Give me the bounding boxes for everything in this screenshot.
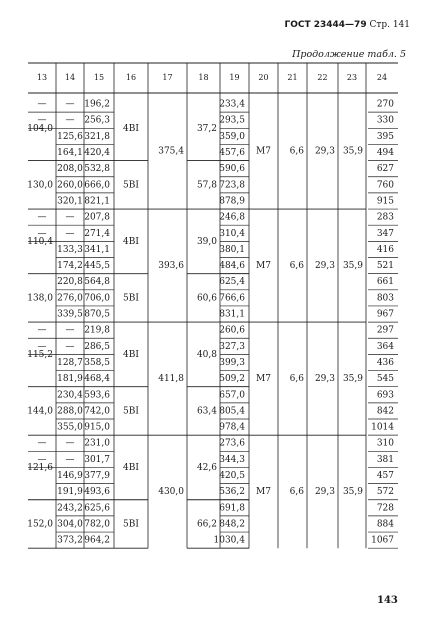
cell-col14: 339,5 — [57, 309, 83, 320]
cell-col19: 457,6 — [219, 148, 245, 159]
column-header: 22 — [317, 73, 328, 82]
cell-col19: 590,6 — [219, 164, 245, 175]
cell-col17: 393,6 — [158, 261, 184, 272]
cell-col24: 728 — [376, 503, 394, 514]
page-number: 143 — [377, 595, 398, 606]
cell-col24: 494 — [376, 148, 394, 159]
cell-col14: 304,0 — [57, 519, 83, 530]
cell-col24: 842 — [376, 406, 394, 417]
column-header: 17 — [162, 73, 173, 82]
cell-col13-dash: — — [37, 115, 47, 126]
cell-col18: 57,8 — [196, 180, 217, 191]
cell-col24: 1014 — [371, 422, 394, 433]
cell-col13-dash: — — [37, 212, 47, 223]
standard-code: ГОСТ 23444—79 — [284, 20, 367, 30]
cell-col13: 121,6 — [27, 462, 53, 473]
cell-col19: 831,1 — [219, 309, 245, 320]
cell-col15: 468,4 — [84, 374, 110, 385]
cell-col24: 693 — [376, 390, 394, 401]
cell-col15: 493,6 — [84, 487, 110, 498]
cell-col16: 4ВI — [123, 462, 139, 473]
column-header: 14 — [64, 73, 76, 82]
cell-col14: — — [65, 454, 75, 465]
column-header: 23 — [346, 73, 358, 82]
cell-col13: 130,0 — [27, 180, 53, 191]
cell-col21: 6,6 — [289, 487, 304, 498]
cell-col19: 536,2 — [219, 487, 245, 498]
cell-col19: 260,6 — [219, 325, 245, 336]
cell-col14: 373,2 — [57, 535, 83, 546]
cell-col19: 293,5 — [219, 115, 245, 126]
cell-col14: 133,3 — [57, 244, 83, 255]
cell-col24: 915 — [376, 196, 394, 207]
cell-col14: — — [65, 212, 75, 223]
cell-col13-dash: — — [37, 341, 47, 352]
cell-col22: 29,3 — [314, 374, 335, 385]
cell-col16: 4ВI — [123, 349, 139, 360]
table-continuation-label: Продолжение табл. 5 — [292, 49, 406, 60]
cell-col18: 63,4 — [196, 406, 217, 417]
cell-col15: 564,8 — [84, 277, 110, 288]
cell-col24: 297 — [376, 325, 394, 336]
cell-col24: 545 — [376, 374, 394, 385]
cell-col13-dash: — — [37, 325, 47, 336]
cell-col19: 723,8 — [219, 180, 245, 191]
cell-col14: — — [65, 99, 75, 110]
cell-col15: 870,5 — [84, 309, 110, 320]
cell-col14: 164,1 — [57, 148, 83, 159]
column-header: 16 — [125, 73, 137, 82]
cell-col14: 181,9 — [57, 374, 83, 385]
cell-col13-dash: — — [37, 454, 47, 465]
cell-col14: 243,2 — [57, 503, 83, 514]
cell-col14: 146,9 — [57, 471, 83, 482]
cell-col14: 288,0 — [57, 406, 83, 417]
cell-col24: 364 — [376, 341, 394, 352]
cell-col19: 625,4 — [219, 277, 245, 288]
cell-col24: 661 — [376, 277, 394, 288]
cell-col22: 29,3 — [314, 487, 335, 498]
cell-col22: 29,3 — [314, 261, 335, 272]
cell-col19: 344,3 — [219, 454, 245, 465]
cell-col24: 436 — [376, 357, 394, 368]
cell-col13: 110,4 — [27, 236, 53, 247]
cell-col14: 208,0 — [57, 164, 83, 175]
cell-col19: 484,6 — [219, 261, 245, 272]
cell-col15: 358,5 — [84, 357, 110, 368]
cell-col24: 347 — [376, 228, 394, 239]
cell-col14: — — [65, 325, 75, 336]
cell-col15: 666,0 — [84, 180, 110, 191]
page-reference: Стр. 141 — [369, 20, 410, 30]
cell-col15: 915,0 — [84, 422, 110, 433]
cell-col14: — — [65, 228, 75, 239]
cell-col15: 271,4 — [84, 228, 110, 239]
cell-col13: 115,2 — [27, 349, 53, 360]
column-header: 21 — [287, 73, 298, 82]
cell-col19: 359,0 — [219, 131, 245, 142]
cell-col15: 742,0 — [84, 406, 110, 417]
cell-col14: 276,0 — [57, 293, 83, 304]
cell-col24: 283 — [376, 212, 394, 223]
cell-col13: 138,0 — [27, 293, 53, 304]
cell-col15: 377,9 — [84, 471, 110, 482]
cell-col24: 330 — [376, 115, 394, 126]
cell-col15: 207,8 — [84, 212, 110, 223]
cell-col24: 270 — [376, 99, 394, 110]
cell-col16: 5ВI — [123, 180, 139, 191]
cell-col24: 310 — [376, 438, 394, 449]
cell-col19: 420,5 — [219, 471, 245, 482]
cell-col24: 416 — [376, 244, 394, 255]
column-header: 13 — [36, 73, 48, 82]
cell-col19: 310,4 — [219, 228, 245, 239]
cell-col19: 246,8 — [219, 212, 245, 223]
cell-col24: 572 — [376, 487, 394, 498]
cell-col19: 657,0 — [219, 390, 245, 401]
cell-col18: 37,2 — [196, 123, 217, 134]
cell-col18: 60,6 — [196, 293, 217, 304]
cell-col23: 35,9 — [342, 146, 363, 157]
cell-col14: 260,0 — [57, 180, 83, 191]
cell-col21: 6,6 — [289, 374, 304, 385]
cell-col14: 174,2 — [57, 261, 83, 272]
cell-col13-dash: — — [37, 438, 47, 449]
column-header: 18 — [198, 73, 209, 82]
cell-col19: 233,4 — [219, 99, 245, 110]
cell-col19: 691,8 — [219, 503, 245, 514]
cell-col15: 231,0 — [84, 438, 110, 449]
cell-col14: — — [65, 438, 75, 449]
cell-col24: 803 — [376, 293, 394, 304]
cell-col17: 430,0 — [158, 487, 184, 498]
cell-col24: 521 — [376, 261, 394, 272]
cell-col20: М7 — [256, 261, 271, 272]
cell-col20: М7 — [256, 146, 271, 157]
cell-col16: 5ВI — [123, 406, 139, 417]
cell-col14: — — [65, 115, 75, 126]
cell-col19: 978,4 — [219, 422, 245, 433]
cell-col15: 219,8 — [84, 325, 110, 336]
cell-col14: 355,0 — [57, 422, 83, 433]
cell-col14: 220,8 — [57, 277, 83, 288]
cell-col19: 327,3 — [219, 341, 245, 352]
cell-col23: 35,9 — [342, 374, 363, 385]
cell-col24: 381 — [376, 454, 394, 465]
cell-col15: 321,8 — [84, 131, 110, 142]
column-header: 20 — [258, 73, 269, 82]
cell-col19: 878,9 — [219, 196, 245, 207]
cell-col15: 341,1 — [84, 244, 110, 255]
cell-col17: 411,8 — [158, 374, 184, 385]
cell-col14: 320,1 — [57, 196, 83, 207]
cell-col19: 805,4 — [219, 406, 245, 417]
cell-col15: 821,1 — [84, 196, 110, 207]
cell-col16: 5ВI — [123, 519, 139, 530]
cell-col19: 399,3 — [219, 357, 245, 368]
cell-col13-dash: — — [37, 228, 47, 239]
cell-col15: 532,8 — [84, 164, 110, 175]
cell-col14: 128,7 — [57, 357, 83, 368]
cell-col15: 445,5 — [84, 261, 110, 272]
cell-col23: 35,9 — [342, 487, 363, 498]
cell-col15: 301,7 — [84, 454, 110, 465]
cell-col13: 104,0 — [27, 123, 53, 134]
cell-col19: 509,2 — [219, 374, 245, 385]
cell-col18: 42,6 — [196, 462, 217, 473]
cell-col14: 230,4 — [57, 390, 83, 401]
cell-col15: 196,2 — [84, 99, 110, 110]
cell-col15: 286,5 — [84, 341, 110, 352]
cell-col16: 4ВI — [123, 123, 139, 134]
cell-col15: 256,3 — [84, 115, 110, 126]
cell-col20: М7 — [256, 374, 271, 385]
cell-col24: 1067 — [371, 535, 394, 546]
cell-col18: 40,8 — [196, 349, 217, 360]
cell-col13: 144,0 — [27, 406, 53, 417]
cell-col13: 152,0 — [27, 519, 53, 530]
cell-col16: 5ВI — [123, 293, 139, 304]
cell-col19: 273,6 — [219, 438, 245, 449]
cell-col18: 39,0 — [196, 236, 217, 247]
cell-col24: 967 — [376, 309, 394, 320]
cell-col14: 125,6 — [57, 131, 83, 142]
cell-col21: 6,6 — [289, 261, 304, 272]
cell-col19: 380,1 — [219, 244, 245, 255]
cell-col15: 964,2 — [84, 535, 110, 546]
cell-col15: 593,6 — [84, 390, 110, 401]
column-header: 24 — [376, 73, 388, 82]
cell-col19: 1030,4 — [213, 535, 245, 546]
cell-col16: 4ВI — [123, 236, 139, 247]
cell-col20: М7 — [256, 487, 271, 498]
cell-col15: 782,0 — [84, 519, 110, 530]
cell-col24: 457 — [376, 471, 394, 482]
cell-col21: 6,6 — [289, 146, 304, 157]
cell-col15: 625,6 — [84, 503, 110, 514]
cell-col18: 66,2 — [196, 519, 217, 530]
cell-col13-dash: — — [37, 99, 47, 110]
cell-col19: 766,6 — [219, 293, 245, 304]
cell-col23: 35,9 — [342, 261, 363, 272]
cell-col15: 706,0 — [84, 293, 110, 304]
cell-col14: 191,9 — [57, 487, 83, 498]
column-header: 19 — [229, 73, 240, 82]
column-header: 15 — [93, 73, 105, 82]
cell-col14: — — [65, 341, 75, 352]
cell-col19: 848,2 — [219, 519, 245, 530]
cell-col24: 884 — [376, 519, 394, 530]
cell-col24: 760 — [376, 180, 394, 191]
cell-col24: 395 — [376, 131, 394, 142]
cell-col17: 375,4 — [158, 146, 184, 157]
cell-col22: 29,3 — [314, 146, 335, 157]
cell-col15: 420,4 — [84, 148, 110, 159]
cell-col24: 627 — [376, 164, 394, 175]
